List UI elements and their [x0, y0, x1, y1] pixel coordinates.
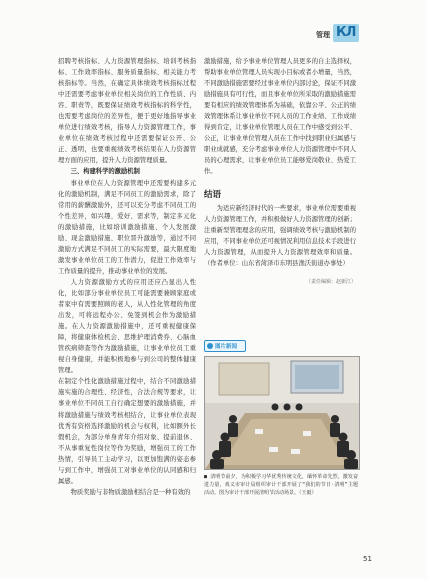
photo-news-label: 图片新闻	[215, 344, 238, 350]
page-number: 51	[363, 555, 372, 563]
section-heading: 三、构建科学的激励机制	[70, 168, 140, 176]
body-paragraph: 在制定个性化激励措施过程中，结合不同激励措施实施的合理性、经济性，合法合规等要求，让事业单位不同员工自行确定想要的激励措施，并将激励措施与绩效考核相结合，让事业单位表现优秀有资格选择激励的机会与权利，比如额外长假机会，为部分单身青年介绍对象、提前退休、不从事重复性岗位等作为奖励，增强员工的工作热情，引导员工主动学习，以更加饱满的姿态参与到工作中，增强员工对事业单位的认同感和归属感。	[58, 378, 196, 485]
right-column	[204, 56, 356, 288]
photo-news-tag	[204, 340, 246, 352]
photo-caption: ■ 清明节前夕，为积极学习华优秀传统文化，缅怀革命先烈，激发奋进力量，戏义市审计局组织审计干部开展了“我们的节日·清明”主题活动。图为审计干部开展清明节活动场景。（王毅）	[204, 474, 358, 496]
meeting-room-illustration	[205, 357, 359, 469]
body-paragraph: 激励措施，给予事业单位管理人员更多的自主选择权，帮助事业单位管理人员实现小目标或者小增量，当然，不同激励措施需要经过事业单位内部讨论，保证不同激励措施具有可行性，而且事业单位所采取的激励措施需要有相应的绩效管理体系为基础，依靠公平、公正的绩效管理体系让事业单位不同人员的工作业绩、工作成绩得到肯定，让事业单位管理人员在工作中感受到公平、公正，让事业单位管理人员在工作中找到职业归属感与职业成就感，充分考虑事业单位人力资源管理中不同人员的心理需求，让事业单位员工能够爱岗敬业、热爱工作。	[204, 58, 356, 176]
logo-lettering: КЛ	[336, 25, 356, 40]
editor-credit: （责任编辑：赵新江）	[305, 278, 356, 285]
body-paragraph: 招聘考核指标、人力资源管理指标、培训考核指标、工作效率指标、服务质量指标、相关能力考核指标等。当然，在确定具体绩效考核指标过程中还需要考虑事业单位相关岗位的工作性质、内容、职责等，既要保证绩效考核指标的科学性，也需要考虑岗位的差异性，便于更好地指导事业单位进行绩效考核，指导人力资源管理工作，事业单位在绩效考核过程中还需要保证公开、公正、透明，也要重视绩效考核结果在人力资源管理方面的应用，提升人力资源管理质量。	[58, 58, 196, 165]
conclusion-heading: 结语	[204, 189, 222, 200]
camera-icon	[207, 343, 213, 349]
section-label: 管理	[316, 31, 330, 39]
body-paragraph: 人力资源激励方式的应用还应凸显出人性化，比如部分事业单位员工可能需要兼顾家庭或者家中有需要照顾的老人，从人性化管理的角度出发，可将远程办公、免签到机会作为激励措施。在人力资源激励措施中，还可重视健康保障，将健康体检机会、思维护理消费券、心脑血管疾病筛查等作为激励措施，让事业单位员工重视自身健康，并能积极地参与到公司的整体健康管理。	[58, 278, 196, 375]
meeting-photo	[204, 356, 360, 470]
body-paragraph: 物质奖励与非物质激励相结合是一种有效的	[70, 488, 191, 496]
body-paragraph: 为适应新经济时代的一些要求，事业单位需要重视人力资源管理工作，并积极做好人力资源管理的创新；注重新型管理理念的应用，强调绩效考核与激励机制的应用，不同事业单位还可视情况利用信息技术手段进行人力资源管理，从而提升人力资源管理效率和质量。（作者单位：山东省菏泽市东明县渔沃街道办事处）	[204, 204, 356, 267]
photo-news-box	[204, 340, 358, 548]
magazine-logo	[333, 24, 359, 42]
body-paragraph: 事业单位在人力资源管理中还需要构建多元化的激励机制，满足不同员工的激励需求，除了常用的薪酬激励外，还可以充分考虑不同员工的个性差异，如兴趣、爱好、需求等，制定多元化的激励措施，比如培训激励措施、个人发展激励、现金激励措施、职位晋升激励等，通过不同激励方式满足不同员工的实际需要，最大限度地激发事业单位员工的工作潜力，促进工作效率与工作质量的提升，推动事业单位的发展。	[58, 179, 196, 275]
left-column	[58, 56, 196, 498]
